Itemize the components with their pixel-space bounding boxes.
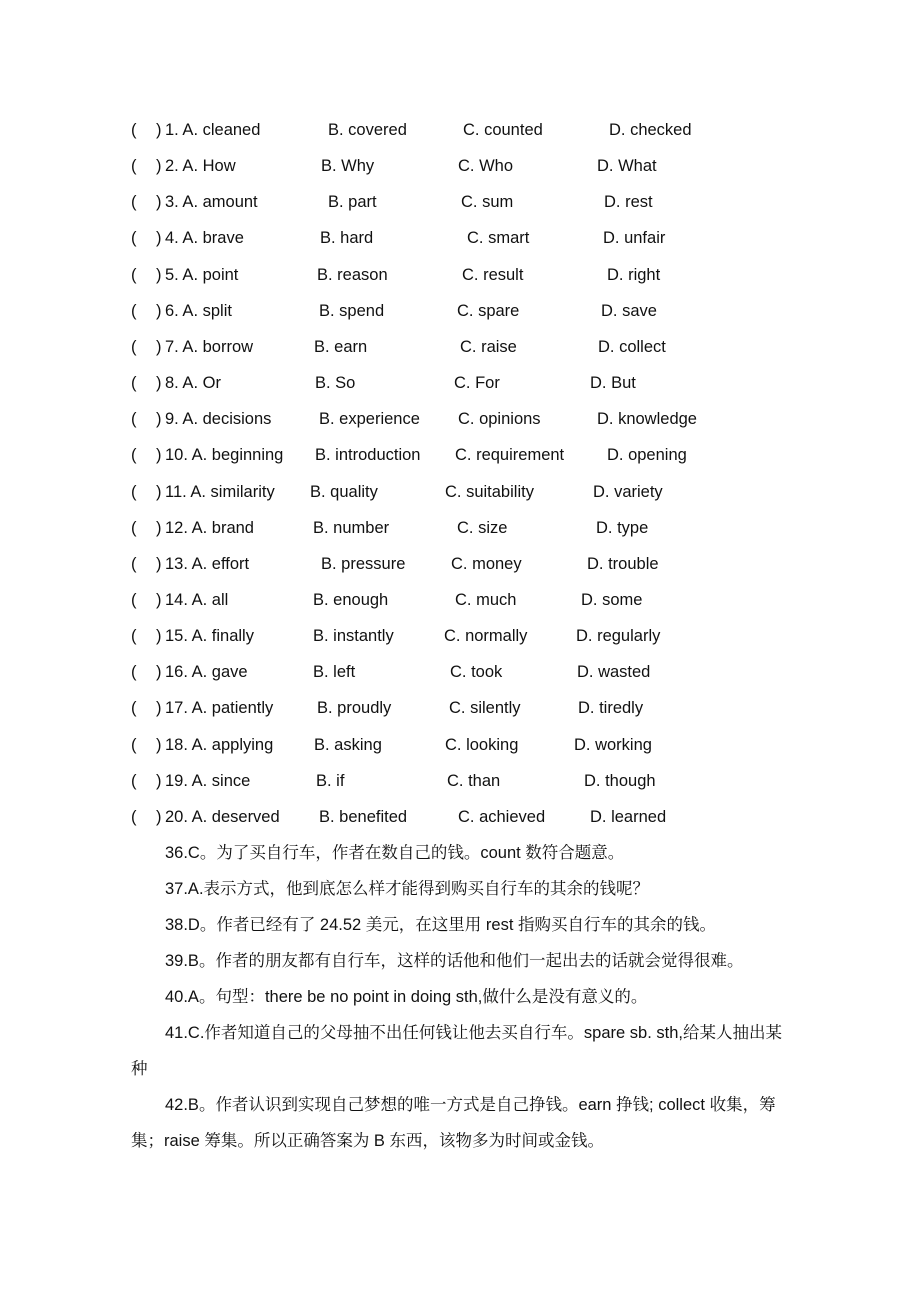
question-row	[0, 190, 920, 214]
option-c: C. suitability	[445, 482, 534, 501]
question-row	[0, 769, 920, 793]
option-d: D. though	[584, 771, 656, 790]
option-d: D. wasted	[577, 663, 651, 682]
option-d: D. trouble	[587, 554, 659, 573]
answer-blank-close: )	[156, 482, 162, 501]
option-a: 12. A. brand	[165, 518, 254, 537]
answer-blank-close: )	[156, 735, 162, 754]
question-row	[0, 624, 920, 648]
option-a: 2. A. How	[165, 157, 236, 176]
answer-blank-close: )	[156, 337, 162, 356]
explanation-39: 39.B。作者的朋友都有自行车，这样的话他和他们一起出去的话就会觉得很难。	[165, 952, 744, 970]
option-a: 8. A. Or	[165, 374, 221, 393]
answer-blank-close: )	[156, 554, 162, 573]
option-c: C. raise	[460, 337, 517, 356]
option-b: B. instantly	[313, 627, 394, 646]
option-a: 6. A. split	[165, 301, 232, 320]
option-b: B. quality	[310, 482, 378, 501]
answer-blank-open: (	[131, 193, 137, 212]
answer-blank-open: (	[131, 265, 137, 284]
answer-blank-close: )	[156, 771, 162, 790]
answer-blank-open: (	[131, 229, 137, 248]
question-row	[0, 516, 920, 540]
question-row	[0, 805, 920, 829]
question-row	[0, 696, 920, 720]
option-a: 13. A. effort	[165, 554, 250, 573]
option-c: C. money	[451, 554, 522, 573]
option-b: B. experience	[319, 410, 420, 429]
option-b: B. part	[328, 193, 377, 212]
question-row	[0, 226, 920, 250]
explanations	[131, 835, 793, 1159]
question-row	[0, 480, 920, 504]
question-row	[0, 263, 920, 287]
option-d: D. learned	[590, 807, 667, 826]
option-a: 7. A. borrow	[165, 337, 254, 356]
option-c: C. counted	[463, 121, 543, 139]
option-b: B. Why	[321, 157, 375, 176]
answer-blank-open: (	[131, 735, 137, 754]
option-a: 11. A. similarity	[165, 482, 275, 501]
explanation-36: 36.C。为了买自行车，作者在数自己的钱。count 数符合题意。	[165, 844, 625, 862]
answer-blank-close: )	[156, 663, 162, 682]
answer-blank-open: (	[131, 374, 137, 393]
option-b: B. number	[313, 518, 390, 537]
answer-blank-open: (	[131, 121, 137, 139]
question-row	[0, 371, 920, 395]
option-b: B. enough	[313, 590, 389, 609]
option-b: B. pressure	[321, 554, 406, 573]
option-d: D. variety	[593, 482, 663, 501]
option-a: 18. A. applying	[165, 735, 274, 754]
option-c: C. silently	[449, 699, 521, 718]
option-d: D. unfair	[603, 229, 666, 248]
question-row	[0, 118, 920, 142]
option-a: 20. A. deserved	[165, 807, 280, 826]
answer-blank-close: )	[156, 301, 162, 320]
answer-blank-close: )	[156, 157, 162, 176]
question-row	[0, 299, 920, 323]
question-row	[0, 154, 920, 178]
option-b: B. reason	[317, 265, 388, 284]
answer-blank-open: (	[131, 410, 137, 429]
option-c: C. smart	[467, 229, 530, 248]
option-b: B. So	[315, 374, 356, 393]
option-b: B. asking	[314, 735, 382, 754]
option-b: B. hard	[320, 229, 374, 248]
option-b: B. covered	[328, 121, 407, 139]
answer-blank-open: (	[131, 518, 137, 537]
option-a: 10. A. beginning	[165, 446, 284, 465]
answer-blank-open: (	[131, 301, 137, 320]
explanation-40: 40.A。句型：there be no point in doing sth,做什么是没有意义的。	[165, 988, 648, 1006]
option-b: B. earn	[314, 337, 368, 356]
option-c: C. took	[450, 663, 503, 682]
question-row	[0, 335, 920, 359]
option-d: D. rest	[604, 193, 653, 212]
question-row	[0, 407, 920, 431]
answer-blank-open: (	[131, 157, 137, 176]
option-c: C. For	[454, 374, 500, 393]
option-d: D. checked	[609, 121, 692, 139]
option-b: B. proudly	[317, 699, 392, 718]
option-d: D. type	[596, 518, 649, 537]
option-d: D. collect	[598, 337, 666, 356]
option-c: C. requirement	[455, 446, 565, 465]
option-a: 9. A. decisions	[165, 410, 272, 429]
question-row	[0, 733, 920, 757]
option-d: D. But	[590, 374, 636, 393]
option-a: 17. A. patiently	[165, 699, 274, 718]
answer-blank-open: (	[131, 699, 137, 718]
option-a: 5. A. point	[165, 265, 239, 284]
option-c: C. result	[462, 265, 524, 284]
option-c: C. achieved	[458, 807, 546, 826]
answer-blank-close: )	[156, 410, 162, 429]
answer-blank-open: (	[131, 446, 137, 465]
question-row	[0, 552, 920, 576]
answer-blank-close: )	[156, 193, 162, 212]
option-d: D. knowledge	[597, 410, 697, 429]
answer-blank-open: (	[131, 482, 137, 501]
option-d: D. some	[581, 590, 643, 609]
option-c: C. looking	[445, 735, 519, 754]
answer-blank-open: (	[131, 807, 137, 826]
option-d: D. What	[597, 157, 657, 176]
option-d: D. working	[574, 735, 652, 754]
answer-blank-close: )	[156, 807, 162, 826]
explanation-37: 37.A.表示方式，他到底怎么样才能得到购买自行车的其余的钱呢？	[165, 880, 650, 898]
answer-blank-close: )	[156, 590, 162, 609]
explanation-38: 38.D。作者已经有了 24.52 美元，在这里用 rest 指购买自行车的其余的钱。	[165, 916, 716, 934]
option-c: C. much	[455, 590, 517, 609]
answer-blank-open: (	[131, 771, 137, 790]
option-d: D. regularly	[576, 627, 661, 646]
answer-blank-open: (	[131, 554, 137, 573]
answer-blank-open: (	[131, 337, 137, 356]
option-c: C. opinions	[458, 410, 541, 429]
option-c: C. spare	[457, 301, 520, 320]
option-c: C. Who	[458, 157, 514, 176]
option-d: D. tiredly	[578, 699, 644, 718]
option-a: 1. A. cleaned	[165, 121, 261, 139]
option-c: C. than	[447, 771, 501, 790]
option-a: 14. A. all	[165, 590, 229, 609]
answer-blank-open: (	[131, 627, 137, 646]
answer-blank-open: (	[131, 590, 137, 609]
option-c: C. sum	[461, 193, 514, 212]
question-row	[0, 588, 920, 612]
answer-blank-close: )	[156, 374, 162, 393]
option-d: D. opening	[607, 446, 687, 465]
option-a: 3. A. amount	[165, 193, 258, 212]
option-b: B. benefited	[319, 807, 408, 826]
option-d: D. save	[601, 301, 657, 320]
option-d: D. right	[607, 265, 661, 284]
answer-blank-close: )	[156, 518, 162, 537]
explanation-41: 41.C.作者知道自己的父母抽不出任何钱让他去买自行车。spare sb. sth,给某人抽出某种	[131, 1024, 782, 1078]
answer-blank-close: )	[156, 627, 162, 646]
explanation-42: 42.B。作者认识到实现自己梦想的唯一方式是自己挣钱。earn 挣钱; collect 收集，筹集；raise 筹集。所以正确答案为 B 东西，该物多为时间或金钱。	[131, 1096, 776, 1150]
option-b: B. spend	[319, 301, 385, 320]
option-b: B. introduction	[315, 446, 421, 465]
option-a: 4. A. brave	[165, 229, 244, 248]
answer-blank-close: )	[156, 265, 162, 284]
answer-blank-close: )	[156, 446, 162, 465]
option-c: C. size	[457, 518, 508, 537]
option-a: 16. A. gave	[165, 663, 248, 682]
answer-blank-close: )	[156, 229, 162, 248]
question-row	[0, 660, 920, 684]
option-a: 15. A. finally	[165, 627, 254, 646]
option-b: B. if	[316, 771, 345, 790]
answer-blank-open: (	[131, 663, 137, 682]
option-a: 19. A. since	[165, 771, 251, 790]
answer-blank-close: )	[156, 121, 162, 139]
option-c: C. normally	[444, 627, 528, 646]
option-b: B. left	[313, 663, 356, 682]
question-row	[0, 443, 920, 467]
answer-blank-close: )	[156, 699, 162, 718]
